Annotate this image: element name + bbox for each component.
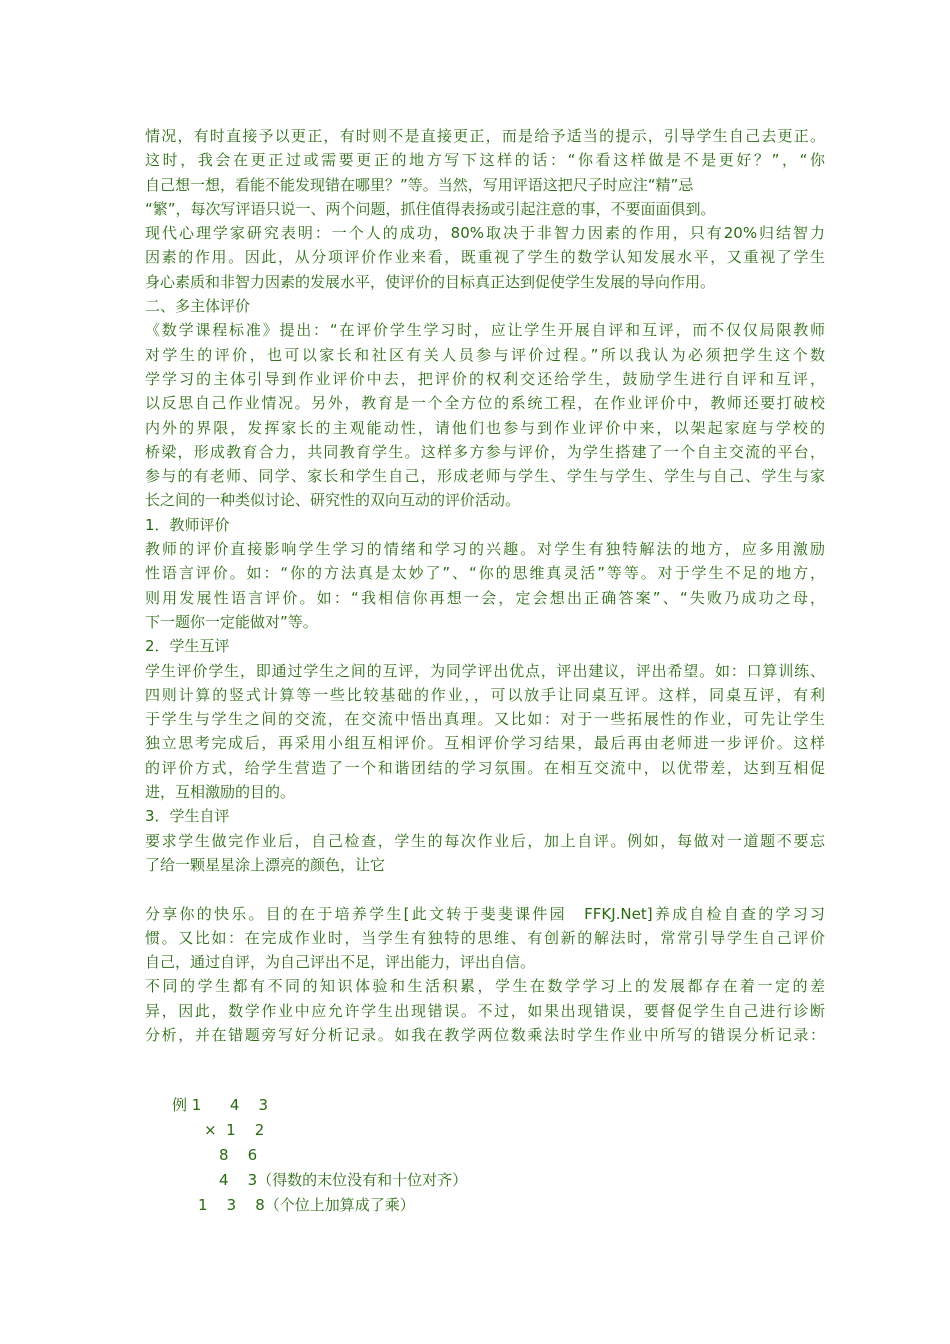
text-line: 桥梁，形成教育合力，共同教育学生。这样多方参与评价，为学生搭建了一个自主交流的平台， bbox=[145, 442, 825, 461]
text-line: 3．学生自评 bbox=[145, 807, 230, 826]
document-body bbox=[145, 124, 825, 1047]
text-line: 分析，并在错题旁写好分析记录。如我在教学两位数乘法时学生作业中所写的错误分析记录： bbox=[145, 1025, 825, 1044]
text-line: 分享你的快乐。目的在于培养学生[此文转于斐斐课件园 FFKJ.Net]养成自检自查的学习习 bbox=[145, 904, 825, 923]
paragraph-lines bbox=[145, 124, 825, 1047]
text-line: 以反思自己作业情况。另外，教育是一个全方位的系统工程，在作业评价中，教师还要打破校 bbox=[145, 394, 825, 413]
text-line: 不同的学生都有不同的知识体验和生活积累，学生在数学学习上的发展都存在着一定的差 bbox=[145, 977, 825, 996]
text-line: 因素的作用。因此，从分项评价作业来看，既重视了学生的数学认知发展水平，又重视了学生 bbox=[145, 248, 825, 267]
text-line: 1．教师评价 bbox=[145, 515, 230, 534]
text-line: 对学生的评价，也可以家长和社区有关人员参与评价过程。”所以我认为必须把学生这个数 bbox=[145, 345, 825, 364]
text-line: 学学习的主体引导到作业评价中去，把评价的权利交还给学生，鼓励学生进行自评和互评， bbox=[145, 369, 825, 388]
example-line: 4 3（得数的末位没有和十位对齐） bbox=[219, 1171, 468, 1189]
text-line: 进，互相激励的目的。 bbox=[145, 783, 296, 802]
text-line: 要求学生做完作业后，自己检查，学生的每次作业后，加上自评。例如，每做对一道题不要忘 bbox=[145, 831, 825, 850]
example-line: 8 6 bbox=[219, 1146, 258, 1164]
text-line: 长之间的一种类似讨论、研究性的双向互动的评价活动。 bbox=[145, 491, 521, 510]
text-line: 惯。又比如：在完成作业时，当学生有独特的思维、有创新的解法时，常常引导学生自己评价 bbox=[145, 928, 825, 947]
text-line: 自己想一想，看能不能发现错在哪里？”等。当然，写用评语这把尺子时应注“精”忌 bbox=[145, 175, 694, 194]
text-line: 自己，通过自评，为自己评出不足，评出能力，评出自信。 bbox=[145, 953, 536, 972]
text-line: 参与的有老师、同学、家长和学生自己，形成老师与学生、学生与学生、学生与自己、学生与家 bbox=[145, 467, 825, 486]
example-line: 1 3 8（个位上加算成了乘） bbox=[198, 1196, 415, 1214]
blank-line bbox=[145, 877, 825, 901]
text-line: 则用发展性语言评价。如：“我相信你再想一会，定会想出正确答案”、“失败乃成功之母， bbox=[145, 588, 825, 607]
text-line: 的评价方式，给学生营造了一个和谐团结的学习氛围。在相互交流中，以优带差，达到互相促 bbox=[145, 758, 825, 777]
text-line: 《数学课程标准》提出：“在评价学生学习时，应让学生开展自评和互评，而不仅仅局限教师 bbox=[145, 321, 825, 340]
text-line: 下一题你一定能做对”等。 bbox=[145, 612, 318, 631]
text-line: 独立思考完成后，再采用小组互相评价。互相评价学习结果，最后再由老师进一步评价。这样 bbox=[145, 734, 825, 753]
text-line: 了给一颗星星涂上漂亮的颜色，让它 bbox=[145, 855, 386, 874]
text-line: 现代心理学家研究表明：一个人的成功，80%取决于非智力因素的作用，只有20%归结智力 bbox=[145, 224, 825, 243]
text-line: 内外的界限，发挥家长的主观能动性，请他们也参与到作业评价中来，以架起家庭与学校的 bbox=[145, 418, 825, 437]
text-line: 学生评价学生，即通过学生之间的互评，为同学评出优点，评出建议，评出希望。如：口算训练、 bbox=[145, 661, 825, 680]
text-line: 这时，我会在更正过或需要更正的地方写下这样的话：“你看这样做是不是更好？”，“你 bbox=[145, 151, 825, 170]
text-line: 身心素质和非智力因素的发展水平，使评价的目标真正达到促使学生发展的导向作用。 bbox=[145, 272, 716, 291]
text-line: 2．学生互评 bbox=[145, 637, 230, 656]
example-line: 例 1 4 3 bbox=[172, 1096, 269, 1114]
text-line: 于学生与学生之间的交流，在交流中悟出真理。又比如：对于一些拓展性的作业，可先让学生 bbox=[145, 710, 825, 729]
text-line: 四则计算的竖式计算等一些比较基础的作业，，可以放手让同桌互评。这样，同桌互评，有利 bbox=[145, 685, 825, 704]
text-line: 二、多主体评价 bbox=[145, 297, 251, 316]
text-line: 性语言评价。如：“你的方法真是太妙了”、“你的思维真灵活”等等。对于学生不足的地方， bbox=[145, 564, 825, 583]
example-line: × 1 2 bbox=[204, 1121, 265, 1139]
text-line: 情况，有时直接予以更正，有时则不是直接更正，而是给予适当的提示，引导学生自己去更正。 bbox=[145, 127, 825, 145]
text-line: “繁”，每次写评语只说一、两个问题，抓住值得表扬或引起注意的事，不要面面俱到。 bbox=[145, 199, 716, 218]
text-line: 教师的评价直接影响学生学习的情绪和学习的兴趣。对学生有独特解法的地方，应多用激励 bbox=[145, 540, 825, 559]
text-line: 异，因此，数学作业中应允许学生出现错误。不过，如果出现错误，要督促学生自己进行诊断 bbox=[145, 1001, 825, 1020]
